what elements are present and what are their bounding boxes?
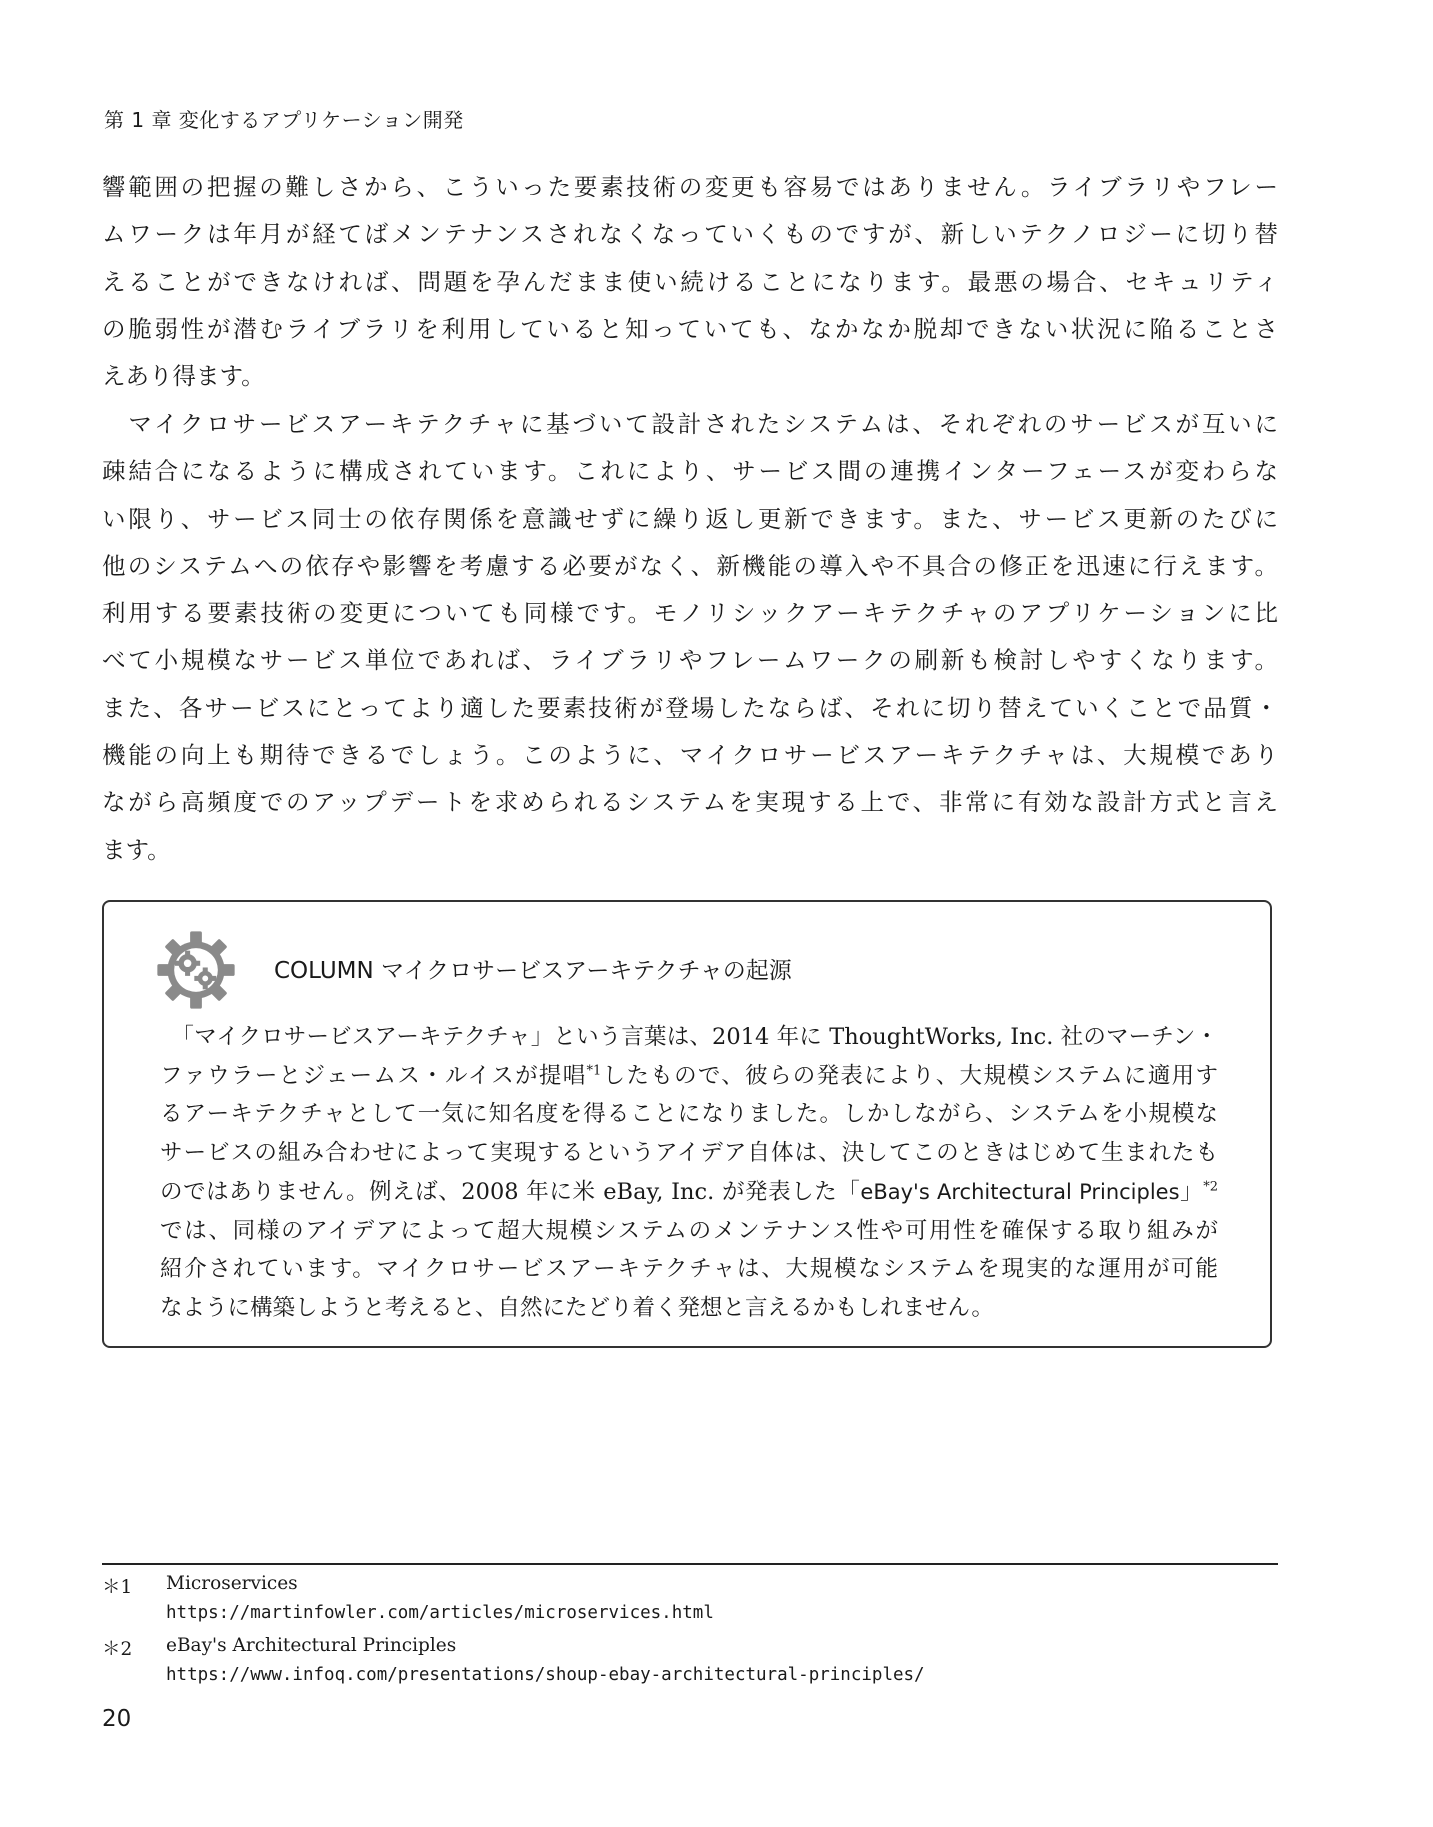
paragraph-line: べて小規模なサービス単位であれば、ライブラリやフレームワークの刷新も検討しやすくなります。 [102,646,1278,675]
column-line: のではありません。例えば、2008 年に米 eBay, Inc. が発表した「eBay's Architectural Principles」$^{*2}$ [160,1178,1218,1205]
paragraph-line: ます。 [102,835,171,864]
paragraph-1 [102,164,1278,400]
footnote-title: Microservices [166,1573,298,1594]
footnote-ref: *2 [1203,1179,1218,1195]
column-box [102,900,1272,1348]
paragraph-2 [102,401,1278,874]
paragraph-line: 他のシステムへの依存や影響を考慮する必要がなく、新機能の導入や不具合の修正を迅速に行えます。 [102,551,1278,580]
column-line: ファウラーとジェームス・ルイスが提唱$^{*1}$したもので、彼らの発表により、大規模システムに適用す [160,1062,1218,1089]
column-line: 紹介されています。マイクロサービスアーキテクチャは、大規模なシステムを現実的な運用が可能 [160,1256,1218,1283]
paragraph-line: 利用する要素技術の変更についても同様です。モノリシックアーキテクチャのアプリケーションに比 [102,599,1278,628]
paragraph-line: の脆弱性が潜むライブラリを利用していると知っていても、なかなか脱却できない状況に陥ることさ [102,314,1278,343]
column-text [160,1018,1218,1328]
paragraph-line: また、各サービスにとってより適した要素技術が登場したならば、それに切り替えていくことで品質・ [102,693,1278,722]
paragraph-line: えることができなければ、問題を孕んだまま使い続けることになります。最悪の場合、セキュリティ [102,267,1278,296]
running-head: 第 1 章 変化するアプリケーション開発 [104,108,464,132]
footnote-url[interactable]: https://www.infoq.com/presentations/shoup-ebay-architectural-principles/ [166,1665,925,1685]
paragraph-line: ながら高頻度でのアップデートを求められるシステムを実現する上で、非常に有効な設計方式と言え [102,788,1278,817]
gear-icon [154,928,238,1012]
column-line: サービスの組み合わせによって実現するというアイデア自体は、決してこのときはじめて生まれたも [160,1140,1218,1167]
column-line: なように構築しようと考えると、自然にたどり着く発想と言えるかもしれません。 [160,1294,994,1321]
column-title: COLUMN マイクロサービスアーキテクチャの起源 [274,958,792,984]
column-line: では、同様のアイデアによって超大規模システムのメンテナンス性や可用性を確保する取り組みが [160,1217,1218,1244]
paragraph-line: い限り、サービス同士の依存関係を意識せずに繰り返し更新できます。また、サービス更新のたびに [102,504,1278,533]
footnote-url[interactable]: https://martinfowler.com/articles/microservices.html [166,1603,714,1623]
column-line: 「マイクロサービスアーキテクチャ」という言葉は、2014 年に ThoughtWorks, Inc. 社のマーチン・ [160,1024,1218,1050]
page-number: 20 [102,1706,132,1732]
paragraph-line: 疎結合になるように構成されています。これにより、サービス間の連携インターフェースが変わらな [102,457,1278,486]
footnote-ref: *1 [586,1063,602,1079]
column-line: るアーキテクチャとして一気に知名度を得ることになりました。しかしながら、システムを小規模な [160,1101,1218,1128]
paragraph-line: 機能の向上も期待できるでしょう。このように、マイクロサービスアーキテクチャは、大規模であり [102,741,1278,770]
footnote-divider [102,1563,1278,1565]
footnote-mark: ＊2 [102,1639,133,1660]
paragraph-line: ムワークは年月が経てばメンテナンスされなくなっていくものですが、新しいテクノロジーに切り替 [102,220,1278,249]
footnote-title: eBay's Architectural Principles [166,1635,457,1656]
paragraph-line: えあり得ます。 [102,362,265,391]
paragraph-line: マイクロサービスアーキテクチャに基づいて設計されたシステムは、それぞれのサービスが互いに [102,410,1278,438]
footnote-mark: ＊1 [102,1577,133,1598]
paragraph-line: 響範囲の把握の難しさから、こういった要素技術の変更も容易ではありません。ライブラリやフレー [102,173,1278,201]
